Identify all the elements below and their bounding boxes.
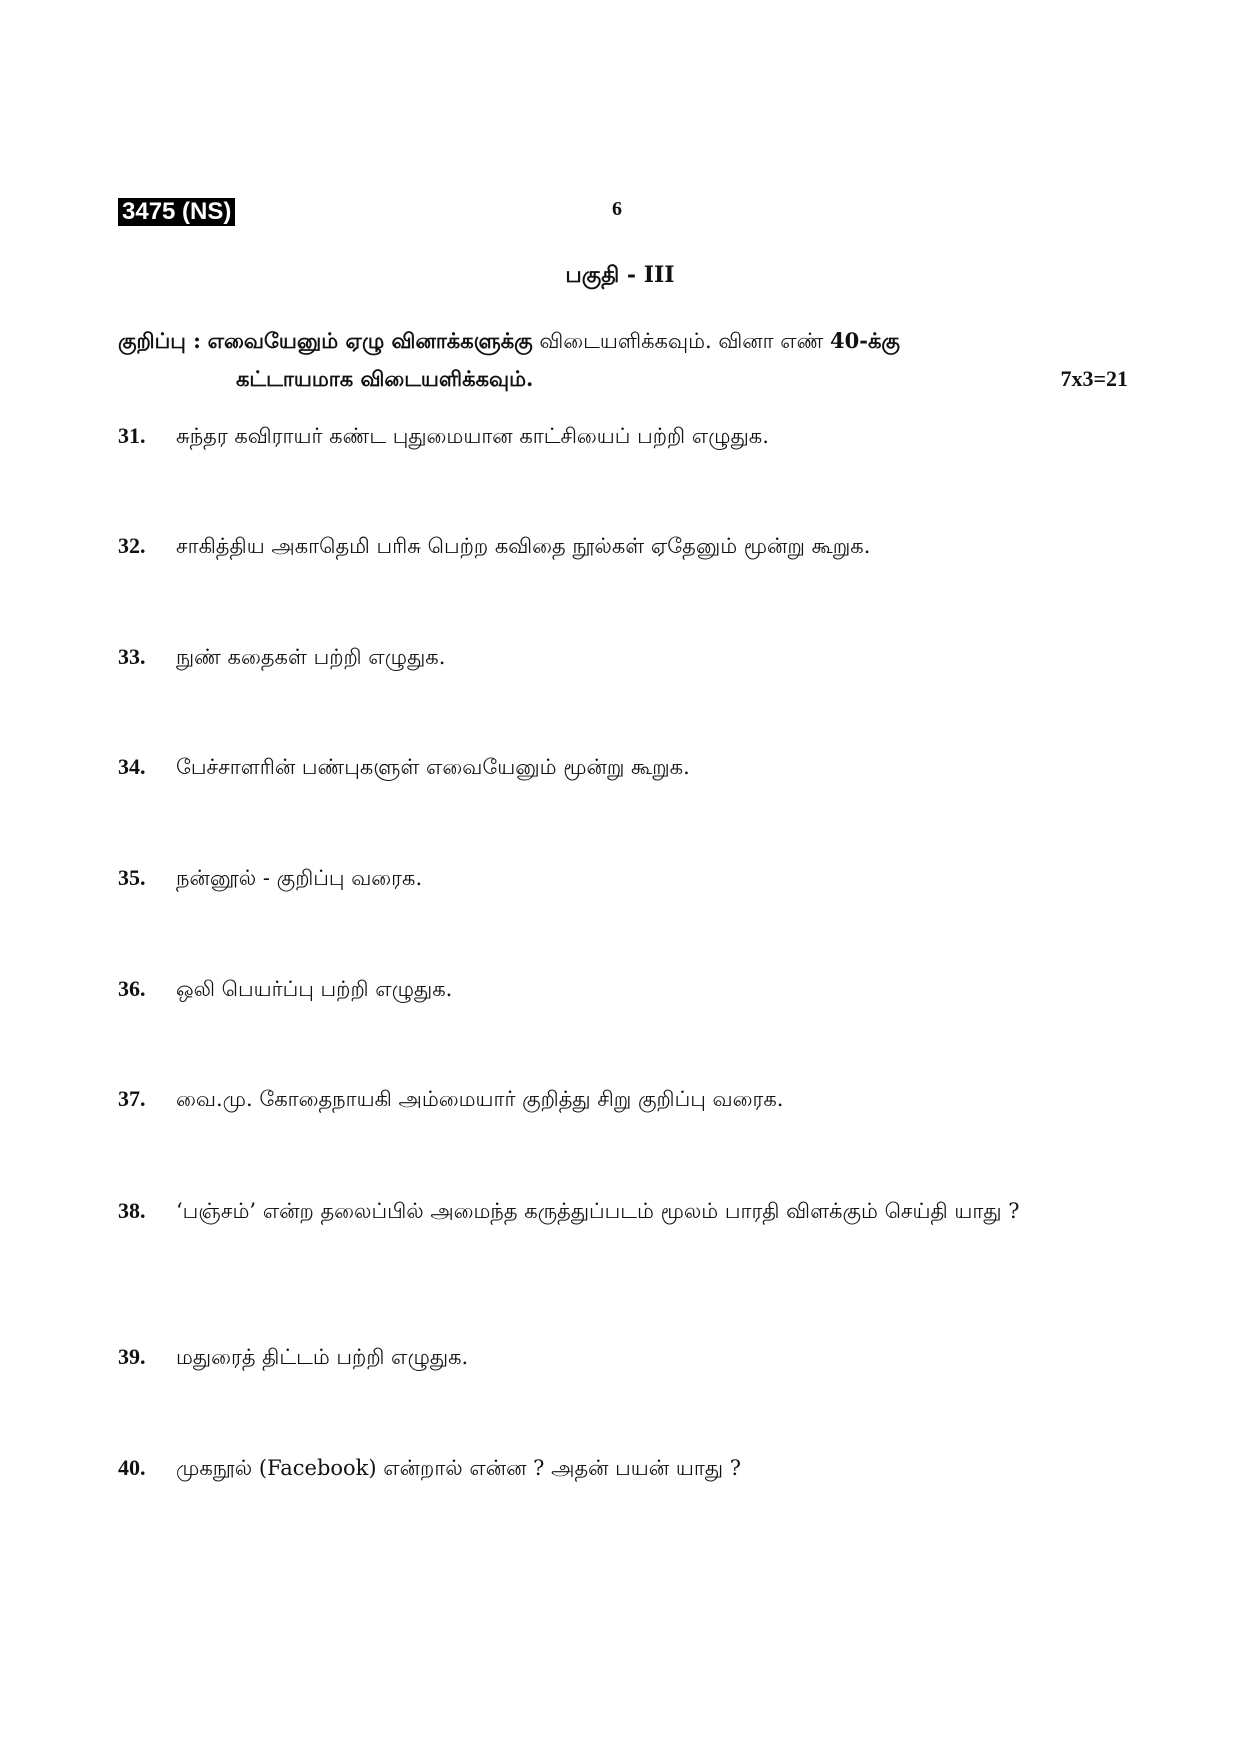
note-bold-text: எவையேனும் ஏழு வினாக்களுக்கு [207, 328, 533, 353]
question-number: 37. [118, 1086, 146, 1111]
question-item [118, 528, 1078, 564]
question-item [118, 1450, 1078, 1486]
question-number: 38. [118, 1198, 146, 1223]
question-number: 35. [118, 865, 146, 890]
note-normal-text: விடையளிக்கவும். வினா எண் [539, 329, 824, 353]
question-item [118, 418, 1078, 454]
question-number: 31. [118, 423, 146, 448]
question-item [118, 971, 1078, 1007]
note-question-ref: 40-க்கு [830, 328, 900, 353]
question-number: 40. [118, 1455, 146, 1480]
page-number: 6 [612, 198, 622, 220]
note-label: குறிப்பு : [118, 328, 201, 353]
question-text: ஒலி பெயர்ப்பு பற்றி எழுதுக. [176, 977, 453, 1001]
question-item [118, 1339, 1078, 1375]
instruction-note [118, 322, 1128, 398]
question-text: வை.மு. கோதைநாயகி அம்மையார் குறித்து சிறு குறிப்பு வரைக. [176, 1087, 784, 1111]
instruction-line-2: கட்டாயமாக விடையளிக்கவும். [236, 366, 534, 391]
question-number: 39. [118, 1344, 146, 1369]
question-number: 32. [118, 533, 146, 558]
question-text: சாகித்திய அகாதெமி பரிசு பெற்ற கவிதை நூல்கள் ஏதேனும் மூன்று கூறுக. [176, 534, 871, 558]
question-item [118, 1193, 1078, 1229]
question-item [118, 749, 1078, 785]
question-text: பேச்சாளரின் பண்புகளுள் எவையேனும் மூன்று கூறுக. [176, 755, 690, 779]
question-number: 34. [118, 754, 146, 779]
question-text: முகநூல் (Facebook) என்றால் என்ன ? அதன் பயன் யாது ? [176, 1456, 741, 1480]
question-item [118, 639, 1078, 675]
question-text: சுந்தர கவிராயர் கண்ட புதுமையான காட்சியைப் பற்றி எழுதுக. [176, 424, 769, 448]
question-item [118, 860, 1078, 896]
question-item [118, 1081, 1078, 1117]
instruction-line-1 [118, 322, 1128, 360]
question-text: மதுரைத் திட்டம் பற்றி எழுதுக. [176, 1345, 469, 1369]
question-text: நுண் கதைகள் பற்றி எழுதுக. [176, 645, 446, 669]
part-title: பகுதி - III [565, 262, 675, 288]
marks-allocation: 7x3=21 [1060, 366, 1128, 391]
question-number: 33. [118, 644, 146, 669]
question-number: 36. [118, 976, 146, 1001]
question-text: நன்னூல் - குறிப்பு வரைக. [176, 866, 423, 890]
question-text: ‘பஞ்சம்’ என்ற தலைப்பில் அமைந்த கருத்துப்படம் மூலம் பாரதி விளக்கும் செய்தி யாது ? [176, 1199, 1020, 1223]
paper-code-badge: 3475 (NS) [118, 198, 235, 226]
